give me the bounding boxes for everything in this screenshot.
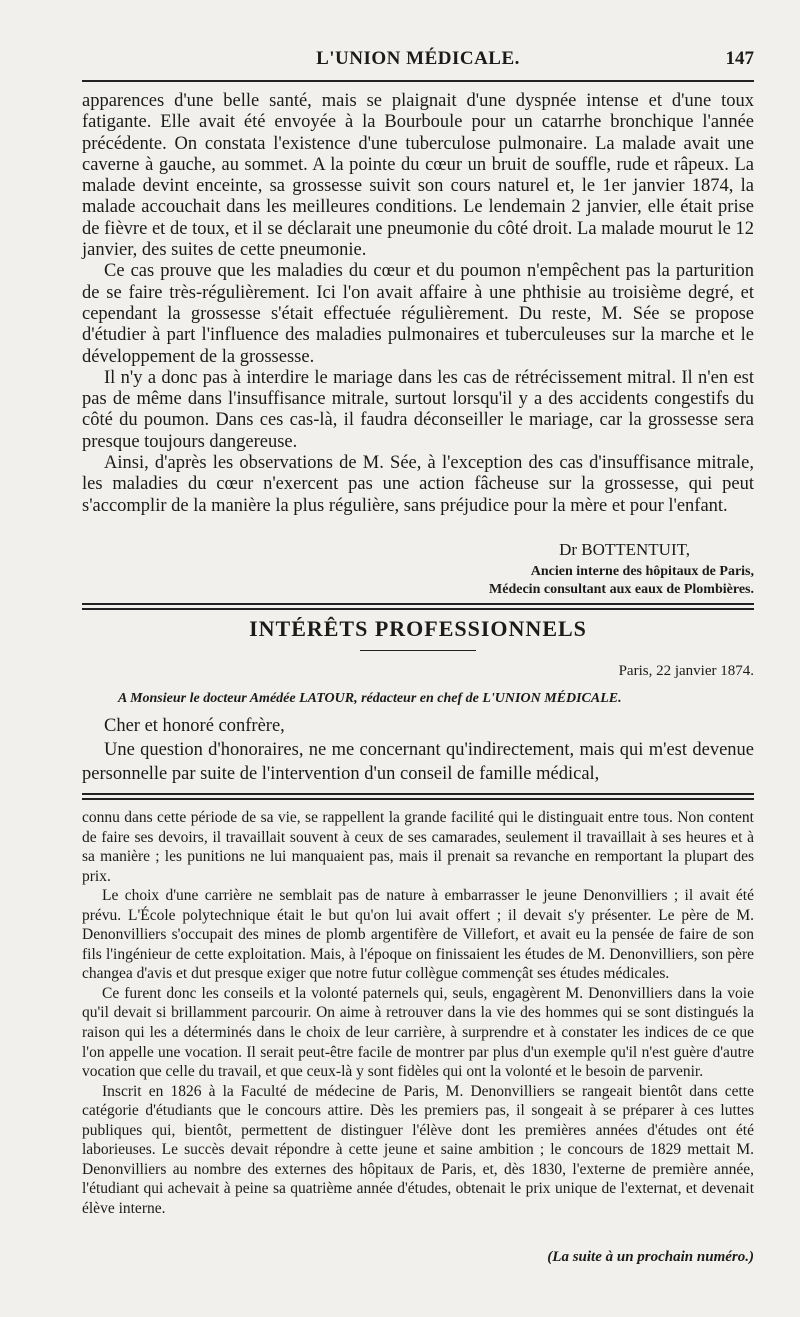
author-name: Dr BOTTENTUIT, [559,540,690,559]
section-divider [82,603,754,613]
continuation-note: (La suite à un prochain numéro.) [547,1249,754,1265]
feuilleton-paragraph: connu dans cette période de sa vie, se rappellent la grande facilité qui le distinguait entre tous. Non content de faire ses devoirs, il travaillait souvent à ceux de ses camarades, seulement il travaillait à ses heures et à sa manière ; les punitions ne lui manquaient pas, mais il prenait sa revanche en remportant la plupart des prix. [82,809,754,885]
feuilleton-paragraph: Le choix d'une carrière ne semblait pas de nature à embarrasser le jeune Denonvilliers ; il avait été prévu. L'École polytechnique était le but qu'on lui avait offert ; il devait s'y présenter. Le père de M. Denonvilliers s'occupait des mines de plomb argentifère de Villefort, et avait eu la pensée de faire de son fils l'ingénieur de cette exploitation. Mais, à l'époque on finissaient les études de M. Denonvilliers, son père changea d'avis et dut presque exiger que notre futur collègue commençât ses études médicales. [82,887,754,983]
article-paragraph: Ainsi, d'après les observations de M. Sée, à l'exception des cas d'insuffisance mitrale, les maladies du cœur n'exercent pas une action fâcheuse sur la grossesse, qui peut s'accomplir de la manière la plus régulière, sans préjudice pour la mère et pour l'enfant. [82,453,754,516]
section-title: INTÉRÊTS PROFESSIONNELS [249,616,587,641]
page-number: 147 [725,48,754,69]
letter-paragraph: Une question d'honoraires, ne me concernant qu'indirectement, mais qui m'est devenue personnelle par suite de l'intervention d'un conseil de famille médical, [82,740,754,784]
article-paragraph: Ce cas prouve que les maladies du cœur et du poumon n'empêchent pas la parturition de se faire très-régulièrement. Ici l'on avait affaire à une phthisie au troisième degré, et cependant la grossesse s'était effectuée régulièrement. Du reste, M. Sée se propose d'étudier à part l'influence des maladies pulmonaires et tuberculeuses sur la marche et le développement de la grossesse. [82,261,754,367]
feuilleton-divider [82,793,754,803]
feuilleton-paragraph: Inscrit en 1826 à la Faculté de médecine de Paris, M. Denonvilliers se rangeait bientôt dans cette catégorie d'étudiants que le concours attire. Dès les premiers pas, il songeait à se préparer à ces luttes publiques qui, bientôt, permettent de distinguer l'élève dont les premières années d'études ont été laborieuses. Le succès devait répondre à cette jeune et saine ambition ; le concours de 1829 mettait M. Denonvilliers au nombre des externes des hôpitaux de Paris, et, dès 1830, l'externe de première année, l'étudiant qui achevait à peine sa quatrième année d'études, obtenait le prix unique de l'externat, et devenait élève interne. [82,1082,754,1217]
page-header [82,48,754,74]
feuilleton-paragraph: Ce furent donc les conseils et la volonté paternels qui, seuls, engagèrent M. Denonvilliers dans la voie qu'il devait si brillamment parcourir. On aime à retrouver dans la vie des hommes qui se sont distingués la raison qui les a déterminés dans le choix de leur carrière, à surprendre et à constater les indices de ce que l'on appelle une vocation. Il serait peut-être facile de montrer par plus d'un exemple qu'il n'est guère d'autre vocation que celle du travail, et que ceux-là y sont fidèles qui ont la volonté et le besoin de parvenir. [82,984,754,1081]
feuilleton-body [82,808,754,1218]
header-rule [82,80,754,82]
letter-greeting: Cher et honoré confrère, [104,716,285,736]
journal-title: L'UNION MÉDICALE. [316,48,520,69]
author-affiliation: Médecin consultant aux eaux de Plombières. [489,582,754,597]
author-title: Ancien interne des hôpitaux de Paris, [530,564,754,579]
title-underline [360,650,476,651]
letter-dateline: Paris, 22 janvier 1874. [618,663,754,679]
letter-address: A Monsieur le docteur Amédée LATOUR, rédacteur en chef de L'UNION MÉDICALE. [118,691,622,706]
article-paragraph: apparences d'une belle santé, mais se plaignait d'une dyspnée intense et d'une toux fatigante. Elle avait été envoyée à la Bourboule pour un catarrhe bronchique l'année précédente. On constata l'existence d'une tuberculose pulmonaire. La malade avait une caverne à gauche, au sommet. A la pointe du cœur un bruit de souffle, rude et râpeux. La malade devint enceinte, sa grossesse suivit son cours naturel et, le 1er janvier 1874, la malade accouchait dans les meilleures conditions. Le lendemain 2 janvier, elle était prise de fièvre et de toux, et il se déclarait une pneumonie du côté droit. La malade mourut le 12 janvier, des suites de cette pneumonie. [82,91,754,261]
author-signature [82,540,754,598]
letter-body [82,714,754,786]
article-body [82,91,754,517]
article-paragraph: Il n'y a donc pas à interdire le mariage dans les cas de rétrécissement mitral. Il n'en est pas de même dans l'insuffisance mitrale, surtout lorsqu'il y a des accidents congestifs du côté du poumon. Dans ces cas-là, il faudra déconseiller le mariage, car la grossesse sera presque toujours dangereuse. [82,367,754,452]
